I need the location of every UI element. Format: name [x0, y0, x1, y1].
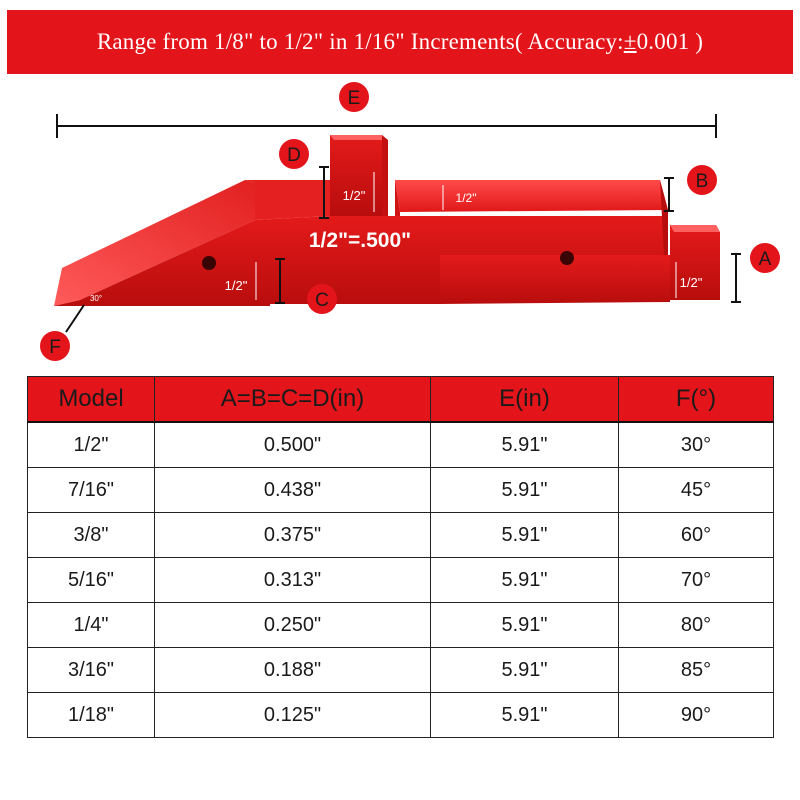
cell-angle: 70°	[619, 558, 774, 603]
table-row	[28, 603, 774, 648]
callout-d	[279, 139, 309, 169]
cell-model: 7/16"	[28, 468, 155, 513]
cell-model: 1/18"	[28, 693, 155, 738]
cell-dimension: 0.125"	[155, 693, 431, 738]
cell-dimension: 0.375"	[155, 513, 431, 558]
angle-engraved-label: 30°	[89, 294, 103, 303]
callout-b	[687, 165, 717, 195]
callout-c	[307, 284, 337, 314]
cell-model: 1/4"	[28, 603, 155, 648]
cell-angle: 30°	[619, 422, 774, 468]
setup-bar-diagram	[0, 80, 800, 370]
spec-table	[27, 376, 774, 738]
table-row	[28, 693, 774, 738]
svg-text:F: F	[49, 337, 61, 358]
table-row	[28, 558, 774, 603]
cell-model: 3/8"	[28, 513, 155, 558]
cell-length: 5.91"	[431, 468, 619, 513]
svg-text:D: D	[287, 145, 301, 166]
cell-angle: 80°	[619, 603, 774, 648]
d-engraved-label: 1/2"	[342, 188, 366, 203]
c-engraved-label: 1/2"	[224, 278, 248, 293]
svg-text:B: B	[695, 171, 709, 192]
cell-angle: 85°	[619, 648, 774, 693]
mounting-hole-left	[202, 256, 216, 270]
cell-model: 1/2"	[28, 422, 155, 468]
header-angle: F(°)	[619, 377, 774, 423]
setup-bar	[54, 135, 720, 306]
header-model: Model	[28, 377, 155, 423]
banner-title: Range from 1/8" to 1/2" in 1/16" Increments( Accuracy:±0.001 )	[96, 29, 704, 54]
cell-dimension: 0.188"	[155, 648, 431, 693]
mounting-hole-right	[560, 251, 574, 265]
header-banner	[7, 10, 793, 74]
cell-model: 3/16"	[28, 648, 155, 693]
callout-a	[750, 243, 780, 273]
cell-length: 5.91"	[431, 513, 619, 558]
cell-length: 5.91"	[431, 558, 619, 603]
table-row	[28, 468, 774, 513]
engraved-size-label: 1/2"=.500"	[308, 229, 412, 252]
cell-dimension: 0.250"	[155, 603, 431, 648]
e-dimension-line	[57, 114, 716, 138]
a-engraved-label: 1/2"	[679, 275, 703, 290]
header-length: E(in)	[431, 377, 619, 423]
plus-minus-sign: ±	[623, 29, 637, 54]
cell-model: 5/16"	[28, 558, 155, 603]
cell-dimension: 0.438"	[155, 468, 431, 513]
svg-text:E: E	[347, 88, 361, 109]
svg-text:A: A	[758, 249, 772, 270]
cell-dimension: 0.500"	[155, 422, 431, 468]
cell-dimension: 0.313"	[155, 558, 431, 603]
cell-angle: 90°	[619, 693, 774, 738]
svg-text:C: C	[315, 290, 329, 311]
callout-f	[40, 331, 70, 361]
cell-length: 5.91"	[431, 603, 619, 648]
cell-length: 5.91"	[431, 648, 619, 693]
table-row	[28, 648, 774, 693]
header-dimensions: A=B=C=D(in)	[155, 377, 431, 423]
cell-length: 5.91"	[431, 693, 619, 738]
cell-length: 5.91"	[431, 422, 619, 468]
cell-angle: 45°	[619, 468, 774, 513]
table-row	[28, 513, 774, 558]
table-row	[28, 422, 774, 468]
callout-e	[339, 82, 369, 112]
table-header-row	[28, 377, 774, 423]
b-engraved-label: 1/2"	[455, 191, 477, 205]
cell-angle: 60°	[619, 513, 774, 558]
